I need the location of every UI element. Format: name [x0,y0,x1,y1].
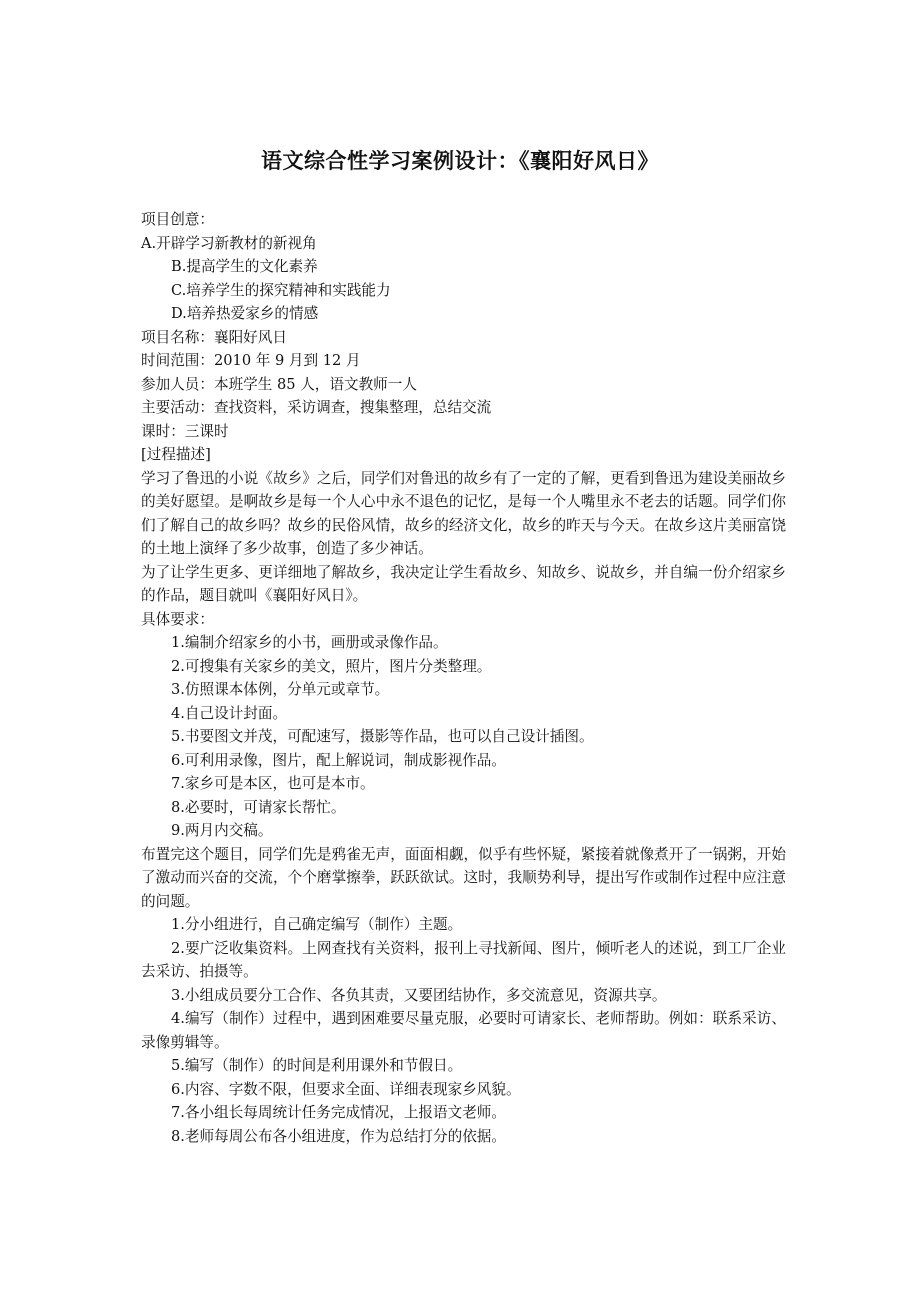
participants: 参加人员：本班学生 85 人，语文教师一人 [141,375,417,393]
note-item: 6.内容、字数不限，但要求全面、详细表现家乡风貌。 [171,1080,521,1098]
creative-item: C.培养学生的探究精神和实践能力 [171,281,391,299]
requirement-item: 9.两月内交稿。 [171,822,273,839]
project-name: 项目名称：襄阳好风日 [141,328,287,346]
note-item: 1.分小组进行，自己确定编写（制作）主题。 [171,916,463,933]
paragraph: 学习了鲁迅的小说《故乡》之后，同学们对鲁迅的故乡有了一定的了解，更看到鲁迅为建设美丽故乡的美好愿望。是啊故乡是每一个人心中永不退色的记忆，是每一个人嘴里永不老去的话题。同学们你们了解自己的故乡吗？故乡的民俗风情，故乡的经济文化，故乡的昨天与今天。在故乡这片美丽富饶的土地上演绎了多少故事，创造了多少神话。 [141,469,786,557]
requirement-item: 7.家乡可是本区，也可是本市。 [171,775,375,792]
note-item: 5.编写（制作）的时间是利用课外和节假日。 [171,1057,463,1074]
document-title: 语文综合性学习案例设计：《襄阳好风日》 [261,149,659,173]
requirement-item: 5.书要图文并茂，可配速写，摄影等作品，也可以自己设计插图。 [171,728,594,745]
note-item: 3.小组成员要分工合作、各负其责，又要团结协作，多交流意见，资源共享。 [171,986,667,1004]
note-item: 2.要广泛收集资料。上网查找有关资料，报刊上寻找新闻、图片，倾听老人的述说，到工厂企业去采访、拍摄等。 [141,939,786,980]
creative-item: B.提高学生的文化素养 [171,258,318,275]
paragraph: 布置完这个题目，同学们先是鸦雀无声，面面相觑，似乎有些怀疑，紧接着就像煮开了一锅粥，开始了激动而兴奋的交流，个个磨掌擦拳，跃跃欲试。这时，我顺势利导，提出写作或制作过程中应注意的问题。 [141,845,786,910]
requirement-item: 8.必要时，可请家长帮忙。 [171,798,346,816]
requirements-heading: 具体要求： [141,610,214,628]
class-hours: 课时：三课时 [141,422,229,440]
paragraph: 为了让学生更多、更详细地了解故乡，我决定让学生看故乡、知故乡、说故乡，并自编一份介绍家乡的作品，题目就叫《襄阳好风日》。 [141,563,786,604]
document-body [141,208,786,1148]
requirement-item: 2.可搜集有关家乡的美文，照片，图片分类整理。 [171,657,492,675]
time-range: 时间范围：2010 年 9 月到 12 月 [141,352,361,369]
note-item: 7.各小组长每周统计任务完成情况，上报语文老师。 [171,1104,506,1121]
creative-item: A.开辟学习新教材的新视角 [141,234,317,252]
creative-item: D.培养热爱家乡的情感 [171,305,319,322]
note-item: 8.老师每周公布各小组进度，作为总结打分的依据。 [171,1127,506,1145]
main-activities: 主要活动：查找资料，采访调查，搜集整理，总结交流 [141,399,492,416]
requirement-item: 3.仿照课本体例，分单元或章节。 [171,681,390,698]
note-item: 4.编写（制作）过程中，遇到困难要尽量克服，必要时可请家长、老师帮助。例如：联系采访、录像剪辑等。 [141,1010,786,1051]
requirement-item: 1.编制介绍家乡的小书，画册或录像作品。 [171,634,448,651]
requirement-item: 4.自己设计封面。 [171,704,288,722]
requirement-item: 6.可利用录像，图片，配上解说词，制成影视作品。 [171,751,506,769]
process-heading: [过程描述] [141,446,211,463]
creative-heading: 项目创意： [141,211,214,228]
